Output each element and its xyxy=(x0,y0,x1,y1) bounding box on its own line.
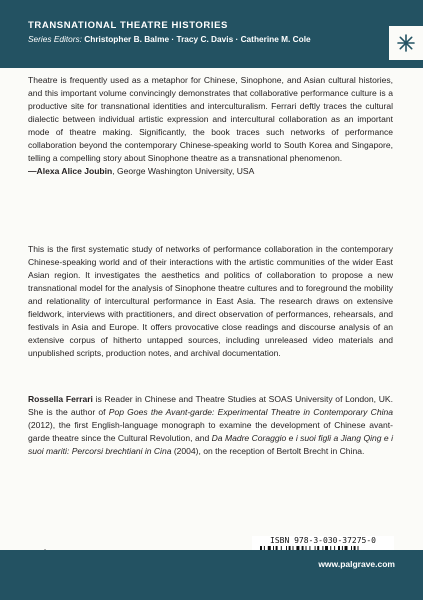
author-bio-part-2: (2012), the first English-language monograph to examine the development of Chinese avant-garde theatre since the Cultural Revolution, and xyxy=(28,420,393,443)
book-description: This is the first systematic study of networks of performance collaboration in the contemporary Chinese-speaking world and of their interactions with the artistic communities of the wider East Asian region. It investigates the aesthetics and politics of collaboration to propose a new transnational model for the analysis of Sinophone theatre cultures and to foreground the mobility and relationality of intercultural performance in East Asia. The research draws on extensive fieldwork, interviews with practitioners, and direct observation of performances, rehearsals, and festivals in Asia and Europe. It offers provocative close readings and discourse analysis of an extensive corpus of hitherto untapped sources, including unreleased video materials and unpublished scripts, production notes, and archival documentation. xyxy=(28,244,393,358)
endorsement-quote: Theatre is frequently used as a metaphor for Chinese, Sinophone, and Asian cultural histories, and this important volume convincingly demonstrates that collaborative performance culture is a productive site for transnational identities and interculturalism. Ferrari deftly traces the cultural dialectic between individual artistic expression and intercultural collaboration as an important mode of theatre making. Significantly, the book traces such networks of performance collaboration beyond the contemporary Chinese-speaking world to South Korea and Singapore, telling a compelling story about Sinophone theatre as a transnational phenomenon. xyxy=(28,75,393,163)
isbn-label: ISBN 978-3-030-37275-0 xyxy=(270,536,376,545)
springer-nature-logo-icon xyxy=(389,26,423,60)
back-cover-panel xyxy=(0,68,423,600)
endorsement-attribution xyxy=(28,165,393,178)
series-editors xyxy=(28,34,311,44)
publisher-website: www.palgrave.com xyxy=(318,559,395,569)
author-name: Rossella Ferrari xyxy=(28,394,93,404)
website-band xyxy=(0,550,423,600)
author-bio-part-1: is Reader in Chinese and Theatre Studies at SOAS University of London, UK. She is the author of xyxy=(28,394,393,417)
series-editors-names: Christopher B. Balme · Tracy C. Davis · Catherine M. Cole xyxy=(84,34,311,44)
endorsement-author: —Alexa Alice Joubin xyxy=(28,166,113,176)
author-book-2: Da Madre Coraggio e i suoi figli a Jiang Qing e i suoi mariti: Percorsi brechtiani in Cina xyxy=(28,433,393,456)
endorsement-affiliation: , George Washington University, USA xyxy=(112,166,255,176)
endorsement-block xyxy=(28,74,393,178)
series-editors-label: Series Editors: xyxy=(28,34,82,44)
author-bio-part-3: (2004), on the reception of Bertolt Brecht in China. xyxy=(171,446,365,456)
author-book-1: Pop Goes the Avant-garde: Experimental Theatre in Contemporary China xyxy=(108,407,393,417)
author-bio xyxy=(28,393,393,458)
series-title: TRANSNATIONAL THEATRE HISTORIES xyxy=(28,20,228,31)
